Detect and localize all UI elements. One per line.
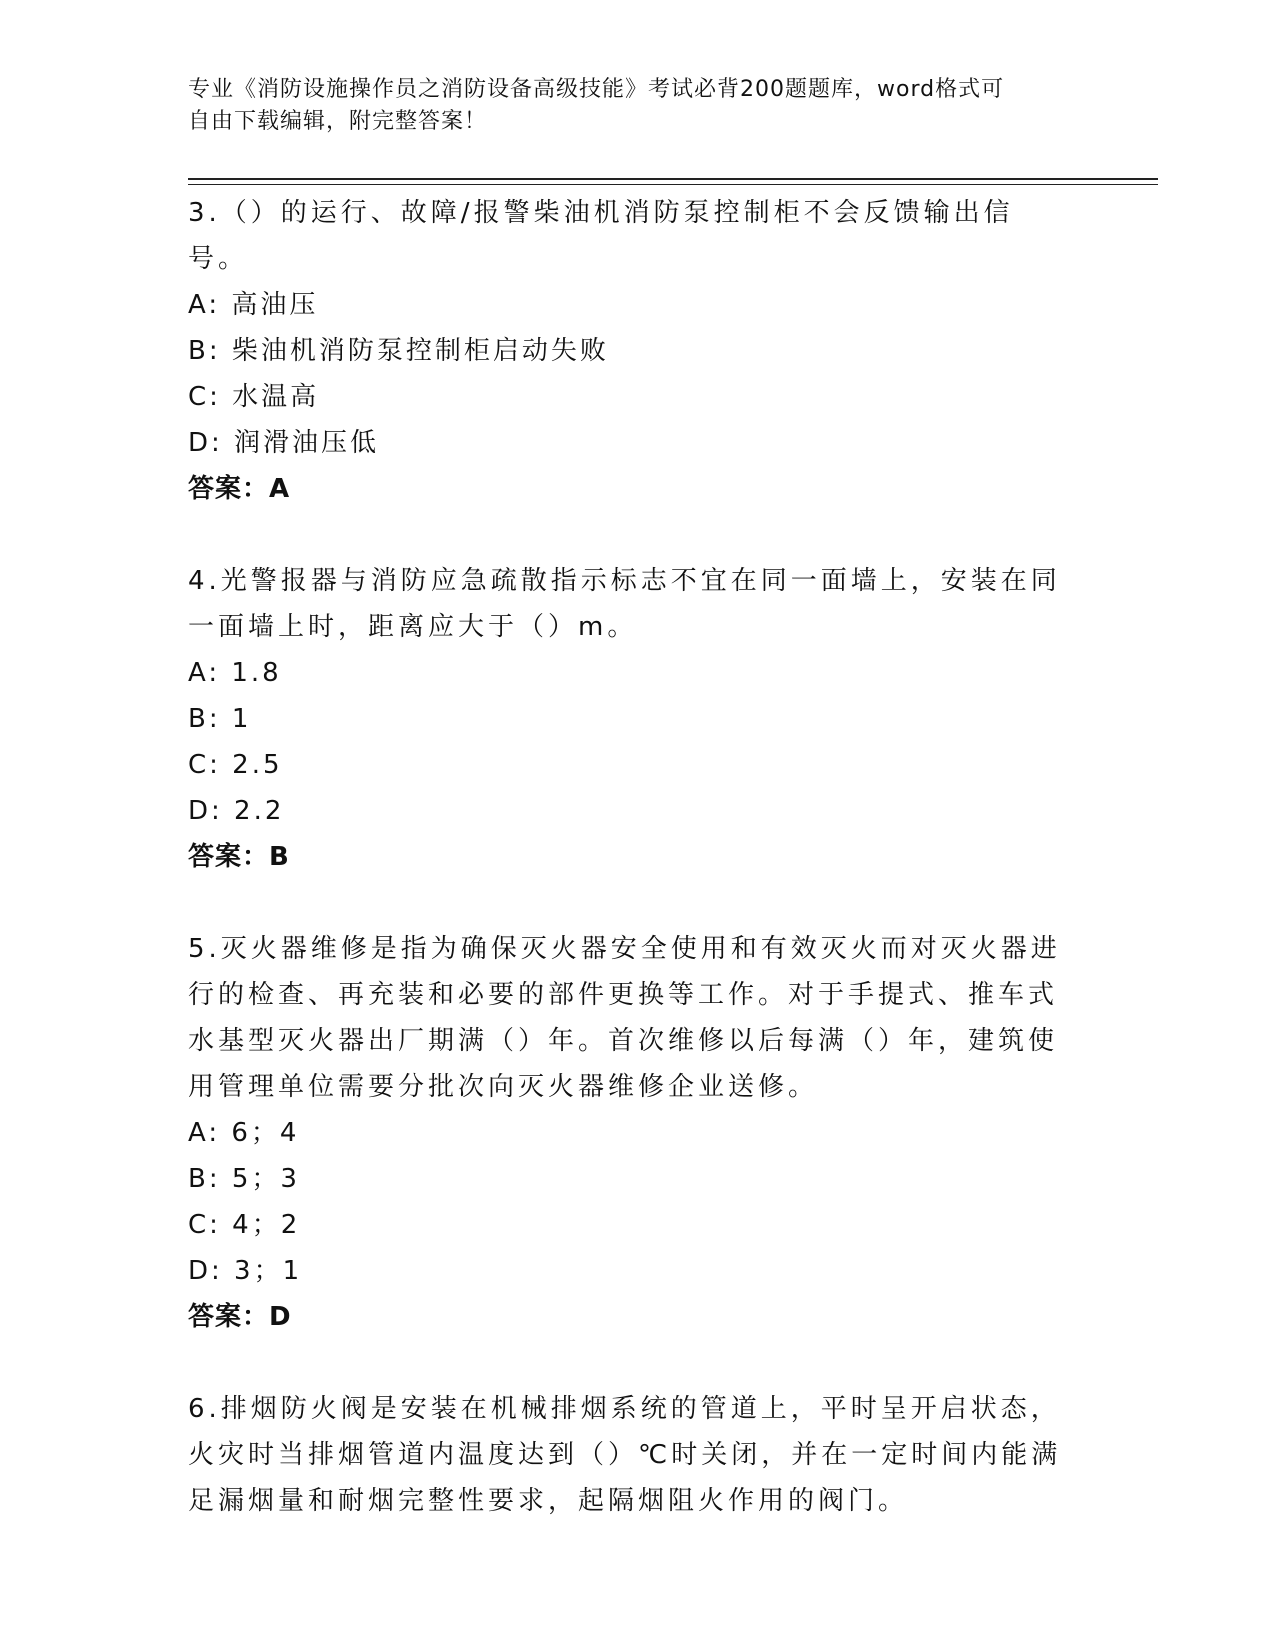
option-a: A: 高油压: [188, 290, 319, 320]
question-list: [188, 190, 1068, 1570]
document-header: [188, 74, 1068, 138]
header-line-2: 自由下载编辑，附完整答案！: [188, 109, 488, 134]
option-b: B: 5；3: [188, 1164, 300, 1194]
header-divider-thick: [188, 178, 1158, 180]
question-stem: 3.（）的运行、故障/报警柴油机消防泵控制柜不会反馈输出信号。: [188, 198, 1014, 274]
question-stem: 6.排烟防火阀是安装在机械排烟系统的管道上，平时呈开启状态，火灾时当排烟管道内温度达到（）℃时关闭，并在一定时间内能满足漏烟量和耐烟完整性要求，起隔烟阻火作用的阀门。: [188, 1394, 1062, 1516]
option-a: A: 1.8: [188, 658, 282, 688]
answer-label: 答案：B: [188, 842, 290, 872]
option-c: C: 2.5: [188, 750, 283, 780]
option-d: D: 2.2: [188, 796, 285, 826]
option-b: B: 柴油机消防泵控制柜启动失败: [188, 336, 609, 366]
option-d: D: 3；1: [188, 1256, 303, 1286]
question-6: [188, 1386, 1068, 1524]
question-5: [188, 926, 1068, 1340]
option-b: B: 1: [188, 704, 252, 734]
question-stem: 4.光警报器与消防应急疏散指示标志不宜在同一面墙上，安装在同一面墙上时，距离应大于（）m。: [188, 566, 1061, 642]
option-c: C: 4；2: [188, 1210, 301, 1240]
question-4: [188, 558, 1068, 880]
header-line-1: 专业《消防设施操作员之消防设备高级技能》考试必背200题题库，word格式可: [188, 77, 1005, 102]
option-c: C: 水温高: [188, 382, 320, 412]
question-stem: 5.灭火器维修是指为确保灭火器安全使用和有效灭火而对灭火器进行的检查、再充装和必要的部件更换等工作。对于手提式、推车式水基型灭火器出厂期满（）年。首次维修以后每满（）年，建筑使用管理单位需要分批次向灭火器维修企业送修。: [188, 934, 1061, 1102]
question-3: [188, 190, 1068, 512]
header-divider-thin: [188, 184, 1158, 185]
answer-label: 答案：D: [188, 1302, 292, 1332]
answer-label: 答案：A: [188, 474, 291, 504]
option-a: A: 6；4: [188, 1118, 300, 1148]
option-d: D: 润滑油压低: [188, 428, 380, 458]
